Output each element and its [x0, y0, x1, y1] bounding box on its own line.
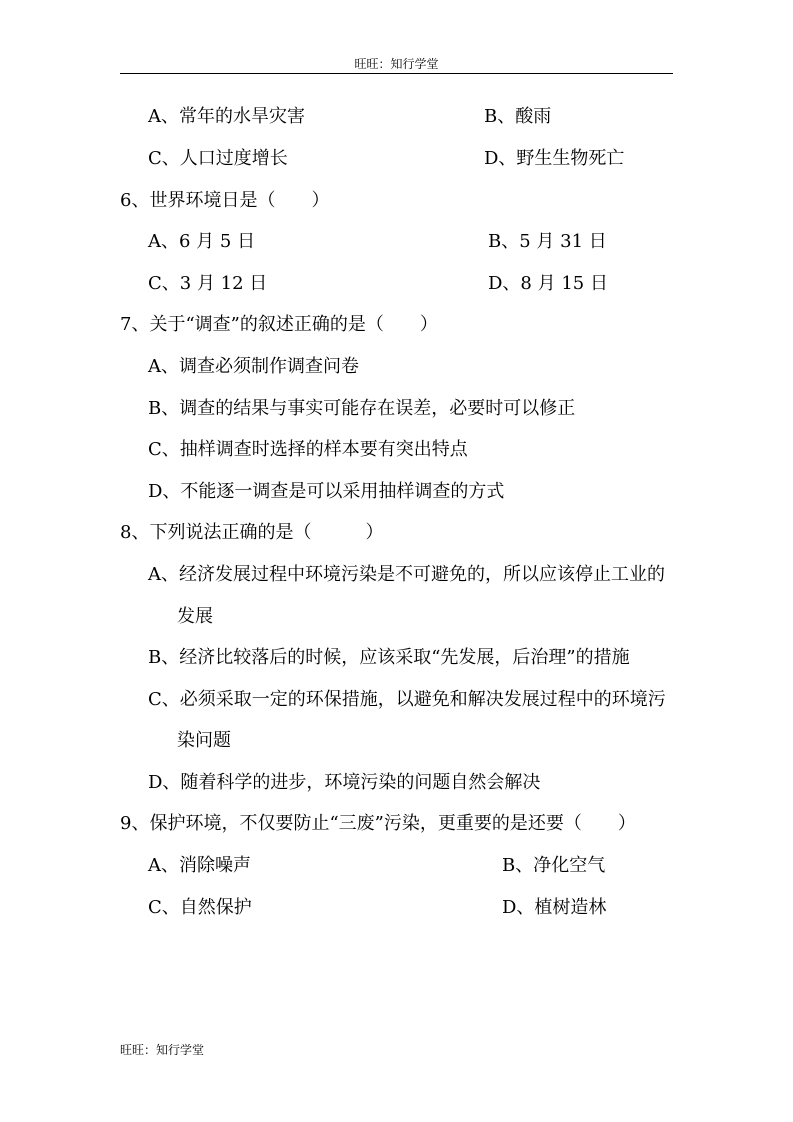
q6-option-d: D、8 月 15 日	[488, 273, 608, 294]
page-footer: 旺旺：知行学堂	[120, 1043, 205, 1057]
q9-option-a: A、消除噪声	[148, 855, 251, 876]
header-divider	[120, 73, 673, 74]
q7-option-d: D、不能逐一调查是可以采用抽样调查的方式	[148, 481, 505, 502]
q7-option-b: B、调查的结果与事实可能存在误差，必要时可以修正	[148, 398, 576, 419]
q8-option-a-continued: 发展	[177, 606, 213, 627]
q9-option-d: D、植树造林	[502, 897, 607, 918]
q6-stem: 6、世界环境日是（ ）	[120, 190, 330, 211]
q5-option-a: A、常年的水旱灾害	[148, 106, 305, 127]
q5-option-b: B、酸雨	[484, 106, 552, 127]
q8-option-c: C、必须采取一定的环保措施，以避免和解决发展过程中的环境污	[148, 689, 666, 710]
q7-stem: 7、关于“调查”的叙述正确的是（ ）	[120, 314, 438, 335]
q6-option-c: C、3 月 12 日	[148, 273, 268, 294]
q8-option-b: B、经济比较落后的时候，应该采取“先发展，后治理”的措施	[148, 647, 630, 668]
q8-option-d: D、随着科学的进步，环境污染的问题自然会解决	[148, 772, 541, 793]
q9-option-b: B、净化空气	[502, 855, 606, 876]
q9-option-c: C、自然保护	[148, 897, 252, 918]
q7-option-c: C、抽样调查时选择的样本要有突出特点	[148, 439, 468, 460]
q5-option-c: C、人口过度增长	[148, 148, 288, 169]
q8-stem: 8、下列说法正确的是（ ）	[120, 522, 384, 543]
q5-option-d: D、野生生物死亡	[484, 148, 625, 169]
q6-option-a: A、6 月 5 日	[148, 231, 256, 252]
q8-option-a: A、经济发展过程中环境污染是不可避免的，所以应该停止工业的	[148, 564, 665, 585]
q8-option-c-continued: 染问题	[177, 730, 231, 751]
page-header: 旺旺：知行学堂	[354, 57, 439, 71]
q7-option-a: A、调查必须制作调查问卷	[148, 356, 359, 377]
q9-stem: 9、保护环境，不仅要防止“三废”污染，更重要的是还要（ ）	[120, 813, 636, 834]
q6-option-b: B、5 月 31 日	[488, 231, 607, 252]
